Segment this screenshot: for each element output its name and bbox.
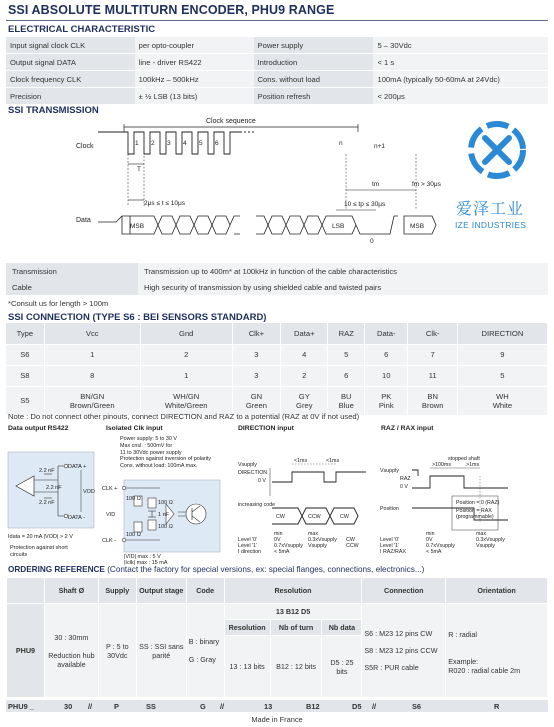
- clock-label: Clock: [76, 143, 94, 150]
- dir-min-1: 0.7xVsupply: [274, 543, 303, 549]
- electrical-v1: ± ½ LSB (13 bits): [135, 88, 254, 105]
- electrical-v2: < 200μs: [373, 88, 548, 105]
- msb-label: MSB: [130, 223, 145, 230]
- raz-0v: 0 V: [400, 484, 408, 490]
- tb-condition: 10 ≤ tp ≤ 30μs: [344, 201, 386, 208]
- transmission-row: [6, 279, 548, 295]
- connection-cell: 3: [232, 366, 281, 387]
- raz-max-head: max: [476, 531, 487, 537]
- raz-max-0: 0.3xVsupply: [476, 537, 505, 543]
- clk-note: 11 to 30Vdc power supply: [120, 449, 182, 456]
- diagram-direction-title: DIRECTION input: [238, 425, 294, 432]
- dir-min-head: min: [274, 531, 283, 537]
- connection-header-cell: RAZ: [328, 323, 365, 345]
- connection-note: Note : Do not connect other pinouts, connect DIRECTION and RAZ to a potential (RAZ at 0V if not used): [8, 412, 360, 421]
- electrical-row: [6, 71, 548, 88]
- section-connection-heading: SSI CONNECTION (TYPE S6 : BEI SENSORS STANDARD): [8, 312, 267, 323]
- clock-num-1: 1: [135, 140, 139, 147]
- diagram-rs422-title: Data output RS422: [8, 425, 69, 432]
- section-transmission-heading: SSI TRANSMISSION: [8, 105, 99, 116]
- tm-condition: fm > 30μs: [412, 181, 441, 188]
- dir-min-0: 0V: [274, 537, 281, 543]
- raz-raz: RAZ: [400, 476, 411, 482]
- rs422-idata: Idata = 20 mA |VOD| > 2 V: [8, 534, 73, 540]
- rs422-c3: 2.2 nF: [46, 485, 62, 491]
- electrical-k2: Position refresh: [254, 88, 374, 105]
- t-label: T: [137, 166, 141, 173]
- electrical-k1: Precision: [6, 88, 135, 105]
- connection-cell: S8: [6, 366, 44, 387]
- connection-cell: S6: [6, 345, 44, 366]
- ord-conn-s6: S6 : M23 12 pins CW: [364, 629, 433, 638]
- connection-header-cell: Data+: [281, 323, 328, 345]
- ordering-code-part: //: [372, 702, 377, 711]
- rs422-c2: 2.2 nF: [39, 500, 55, 506]
- title-rule: [6, 20, 548, 21]
- ord-head-orientation: Orientation: [446, 578, 548, 604]
- ord-orient-example: Example:: [448, 657, 479, 666]
- ord-supply: P : 5 to 30Vdc: [98, 604, 136, 698]
- ord-conn-s8: S8 : M23 12 pins CCW: [364, 646, 438, 655]
- electrical-v2: < 1 s: [373, 54, 548, 71]
- ord-orientation: [446, 604, 548, 698]
- electrical-v1: per opto-coupler: [135, 37, 254, 54]
- connection-header-cell: Type: [6, 323, 44, 345]
- clk-note: Protection against inversion of polarity: [120, 456, 212, 463]
- electrical-v2: 100mA (typically 50-60mA at 24Vdc): [373, 71, 548, 88]
- msb2-label: MSB: [410, 223, 425, 230]
- clk-r4: 100 Ω: [158, 524, 173, 530]
- ize-logo: [457, 120, 537, 180]
- page-title: SSI ABSOLUTE MULTITURN ENCODER, PHU9 RANGE: [8, 3, 335, 17]
- connection-header-cell: Clk-: [408, 323, 457, 345]
- dir-idirection: I direction: [238, 549, 261, 555]
- connection-cell: 4: [281, 345, 328, 366]
- electrical-row: [6, 88, 548, 105]
- connection-header-row: [6, 323, 548, 345]
- clk-plus: CLK +: [102, 486, 118, 492]
- connection-cell: 6: [328, 366, 365, 387]
- ord-connection: [362, 604, 446, 698]
- ord-res-example: 13 B12 D5: [224, 604, 362, 620]
- clock-num-4: 4: [183, 140, 187, 147]
- dir-increasing-code: increasing code: [238, 502, 276, 508]
- ordering-heading: ORDERING REFERENCE: [8, 565, 105, 574]
- connection-cell: PK Pink: [365, 387, 408, 416]
- rs422-vod: VOD: [83, 489, 95, 495]
- electrical-k2: Cons. without load: [254, 71, 374, 88]
- dir-level0: Level '0': [238, 537, 258, 543]
- electrical-v2: 5 – 30Vdc: [373, 37, 548, 54]
- transmission-row: [6, 263, 548, 279]
- connection-cell: 8: [44, 366, 140, 387]
- transmission-value: High security of transmission by using shielded cable and twisted pairs: [138, 279, 548, 295]
- connection-header-cell: Vcc: [44, 323, 140, 345]
- dir-direction: DIRECTION: [238, 470, 268, 476]
- rs422-data-plus: DATA +: [68, 464, 87, 470]
- t-condition: 2μs ≤ t ≤ 10μs: [144, 200, 185, 207]
- raz-level0: Level '0': [380, 537, 400, 543]
- direction-diagram: [236, 436, 376, 560]
- connection-cell: 1: [44, 345, 140, 366]
- clk-note: Max cnsl. : 500mV for: [120, 442, 173, 449]
- ord-res-col-turn: Nb of turn: [270, 620, 322, 636]
- electrical-row: [6, 37, 548, 54]
- raz-vsupply: Vsupply: [380, 468, 399, 474]
- ordering-heading-line: [8, 565, 424, 574]
- raz-iraz: I RAZ/RAX: [380, 549, 406, 555]
- transmission-key: Cable: [6, 279, 138, 295]
- ord-conn-s5r: S5R : PUR cable: [364, 663, 419, 672]
- dir-ccw: CCW: [308, 514, 321, 520]
- clock-num-5: 5: [199, 140, 203, 147]
- connection-row: [6, 345, 548, 366]
- raz-p0: Position = 0 (RAZ): [456, 500, 500, 506]
- ord-head-connection: Connection: [362, 578, 446, 604]
- connection-cell: GY Grey: [281, 387, 328, 416]
- connection-header-cell: Clk+: [232, 323, 281, 345]
- connection-cell: 2: [281, 366, 328, 387]
- raz-min-head: min: [426, 531, 435, 537]
- logo-chinese: 爱泽工业: [456, 199, 525, 218]
- ord-orient-r: R : radial: [448, 630, 477, 639]
- clk-vid: VID: [106, 512, 116, 518]
- ordering-code-part: R: [494, 702, 500, 711]
- connection-cell: BN/GN Brown/Green: [44, 387, 140, 416]
- raz-p2: (programmable): [456, 514, 494, 520]
- clk-vid-max: |VID| max : 5 V: [124, 554, 161, 560]
- data-label: Data: [76, 217, 91, 224]
- clk-input-diagram: [100, 478, 224, 564]
- clock-num-6: 6: [215, 140, 219, 147]
- clk-minus: CLK -: [102, 538, 117, 544]
- raz-min-1: 0.7xVsupply: [426, 543, 455, 549]
- ord-shaft: 30 : 30mm Reduction hub available: [44, 604, 98, 698]
- consult-note: *Consult us for length > 100m: [8, 299, 109, 308]
- ordering-code-part: PHU9 _: [8, 702, 34, 711]
- electrical-v1: 100kHz – 500kHz: [135, 71, 254, 88]
- ordering-code-part: //: [88, 702, 93, 711]
- clk-r2: 100 Ω: [126, 532, 141, 538]
- connection-cell: 7: [408, 345, 457, 366]
- connection-cell: 9: [457, 345, 547, 366]
- connection-cell: BN Brown: [408, 387, 457, 416]
- connection-cell: 3: [232, 345, 281, 366]
- dir-cw: CW: [276, 514, 285, 520]
- dir-cw-level: CW: [346, 537, 355, 543]
- ordering-table: [6, 577, 548, 698]
- clk-note: Power supply: 5 to 30 V: [120, 436, 177, 442]
- raz-diagram: [378, 436, 546, 560]
- rs422-diagram: [6, 436, 102, 560]
- connection-cell: 2: [140, 345, 232, 366]
- ord-orient-r020: R020 : radial cable 2m: [448, 666, 521, 675]
- transmission-key: Transmission: [6, 263, 138, 279]
- clock-num-n: n: [339, 140, 343, 147]
- electrical-k2: Power supply: [254, 37, 374, 54]
- clk-r1: 100 Ω: [126, 496, 141, 502]
- ordering-code-part: P: [114, 702, 119, 711]
- clk-r3: 100 Ω: [158, 500, 173, 506]
- rs422-data-minus: DATA -: [68, 515, 85, 521]
- dir-max-1: Vsupply: [308, 543, 327, 549]
- raz-level1: Level '1': [380, 543, 400, 549]
- ord-head-supply: Supply: [98, 578, 136, 604]
- zero-label: 0: [370, 238, 374, 245]
- transmission-table: [6, 263, 548, 295]
- raz-stopped: stopped shaft: [448, 456, 480, 462]
- rs422-protection: Protection against short circuits: [10, 545, 68, 558]
- dir-vsupply: Vsupply: [238, 462, 257, 468]
- ordering-code-part: B12: [306, 702, 320, 711]
- footer: Made in France: [251, 715, 303, 724]
- raz-max-1: Vsupply: [476, 543, 495, 549]
- ord-head-shaft: Shaft Ø: [44, 578, 98, 604]
- rs422-c1: 2.2 nF: [39, 468, 55, 474]
- connection-cell: 5: [457, 366, 547, 387]
- electrical-v1: line - driver RS422: [135, 54, 254, 71]
- tm-label: tm: [372, 181, 380, 188]
- connection-row: [6, 366, 548, 387]
- electrical-k2: Introduction: [254, 54, 374, 71]
- connection-cell: BU Blue: [328, 387, 365, 416]
- connection-cell: 5: [328, 345, 365, 366]
- ize-logo-mark: [457, 120, 537, 180]
- dir-min-i: < 5mA: [274, 549, 290, 555]
- ordering-code-part: 13: [264, 702, 273, 711]
- electrical-row: [6, 54, 548, 71]
- connection-table: [6, 323, 548, 416]
- ord-ndata: D5 : 25 bits: [322, 636, 362, 698]
- clock-num-n1: n+1: [374, 143, 386, 150]
- clock-num-3: 3: [167, 140, 171, 147]
- clk-iclk-max: |Iclk| max : 15 mA: [124, 560, 168, 566]
- ordering-code-part: //: [220, 702, 225, 711]
- lsb-label: LSB: [332, 223, 345, 230]
- connection-cell: 10: [365, 366, 408, 387]
- raz-p1: Position = RAX: [456, 508, 492, 514]
- raz-min-i: < 5mA: [426, 549, 442, 555]
- dir-max-0: 0.3xVsupply: [308, 537, 337, 543]
- ord-res-col-resolution: Resolution: [224, 620, 270, 636]
- dir-0v: 0 V: [258, 478, 266, 484]
- ordering-subtitle: (Contact the factory for special versions, ex: special flanges, connections, electronics...): [107, 565, 425, 574]
- ord-code: B : binary G : Gray: [186, 604, 224, 698]
- clk-notes: [120, 436, 211, 470]
- electrical-k1: Input signal clock CLK: [6, 37, 135, 54]
- ord-output: SS : SSI sans parité: [136, 604, 186, 698]
- transmission-value: Transmission up to 400m* at 100kHz in function of the cable characteristics: [138, 263, 548, 279]
- ordering-code-part: 30: [64, 702, 73, 711]
- clk-cap: 1 nF: [158, 512, 170, 518]
- ord-head-code: Code: [186, 578, 224, 604]
- dir-ccw-level: CCW: [346, 543, 359, 549]
- ordering-code-part: G: [200, 702, 206, 711]
- raz-t1: >100ms: [432, 462, 451, 468]
- connection-cell: 1: [140, 366, 232, 387]
- ord-head-output: Output stage: [136, 578, 186, 604]
- ord-res: 13 : 13 bits: [224, 636, 270, 698]
- raz-position: Position: [380, 506, 399, 512]
- ord-turn: B12 : 12 bits: [270, 636, 322, 698]
- raz-t2: >1ms: [466, 462, 480, 468]
- connection-header-cell: DIRECTION: [457, 323, 547, 345]
- connection-cell: 6: [365, 345, 408, 366]
- connection-header-cell: Data-: [365, 323, 408, 345]
- electrical-k1: Output signal DATA: [6, 54, 135, 71]
- diagram-raz-title: RAZ / RAX input: [381, 425, 434, 432]
- ord-res-col-data: Nb data: [322, 620, 362, 636]
- connection-header-cell: Gnd: [140, 323, 232, 345]
- electrical-k1: Clock frequency CLK: [6, 71, 135, 88]
- ordering-code-line: [6, 701, 548, 712]
- ordering-code-part: SS: [146, 702, 156, 711]
- logo-english: IZE INDUSTRIES: [455, 220, 527, 230]
- diagram-clk-title: Isolated Clk input: [106, 425, 163, 432]
- dir-level1: Level '1': [238, 543, 258, 549]
- ordering-code-part: S6: [412, 702, 422, 711]
- electrical-table: [6, 37, 548, 105]
- dir-max-head: max: [308, 531, 319, 537]
- clk-note: Cons. without load: 100mA max.: [120, 463, 198, 469]
- connection-cell: 11: [408, 366, 457, 387]
- dir-cw2: CW: [340, 514, 349, 520]
- dir-t1: <1ms: [294, 458, 308, 464]
- raz-min-0: 0V: [426, 537, 433, 543]
- connection-cell: WH/GN White/Green: [140, 387, 232, 416]
- ord-head-resolution: Resolution: [224, 578, 362, 604]
- connection-cell: WH White: [457, 387, 547, 416]
- connection-cell: S5: [6, 387, 44, 416]
- ordering-code-part: D5: [352, 702, 362, 711]
- section-electrical-heading: ELECTRICAL CHARACTERISTIC: [8, 24, 156, 35]
- clock-sequence-label: Clock sequence: [206, 118, 256, 125]
- connection-cell: GN Green: [232, 387, 281, 416]
- ord-model: PHU9: [7, 604, 45, 698]
- ord-head-model: [7, 578, 45, 604]
- clock-num-2: 2: [151, 140, 155, 147]
- dir-t2: <1ms: [326, 458, 340, 464]
